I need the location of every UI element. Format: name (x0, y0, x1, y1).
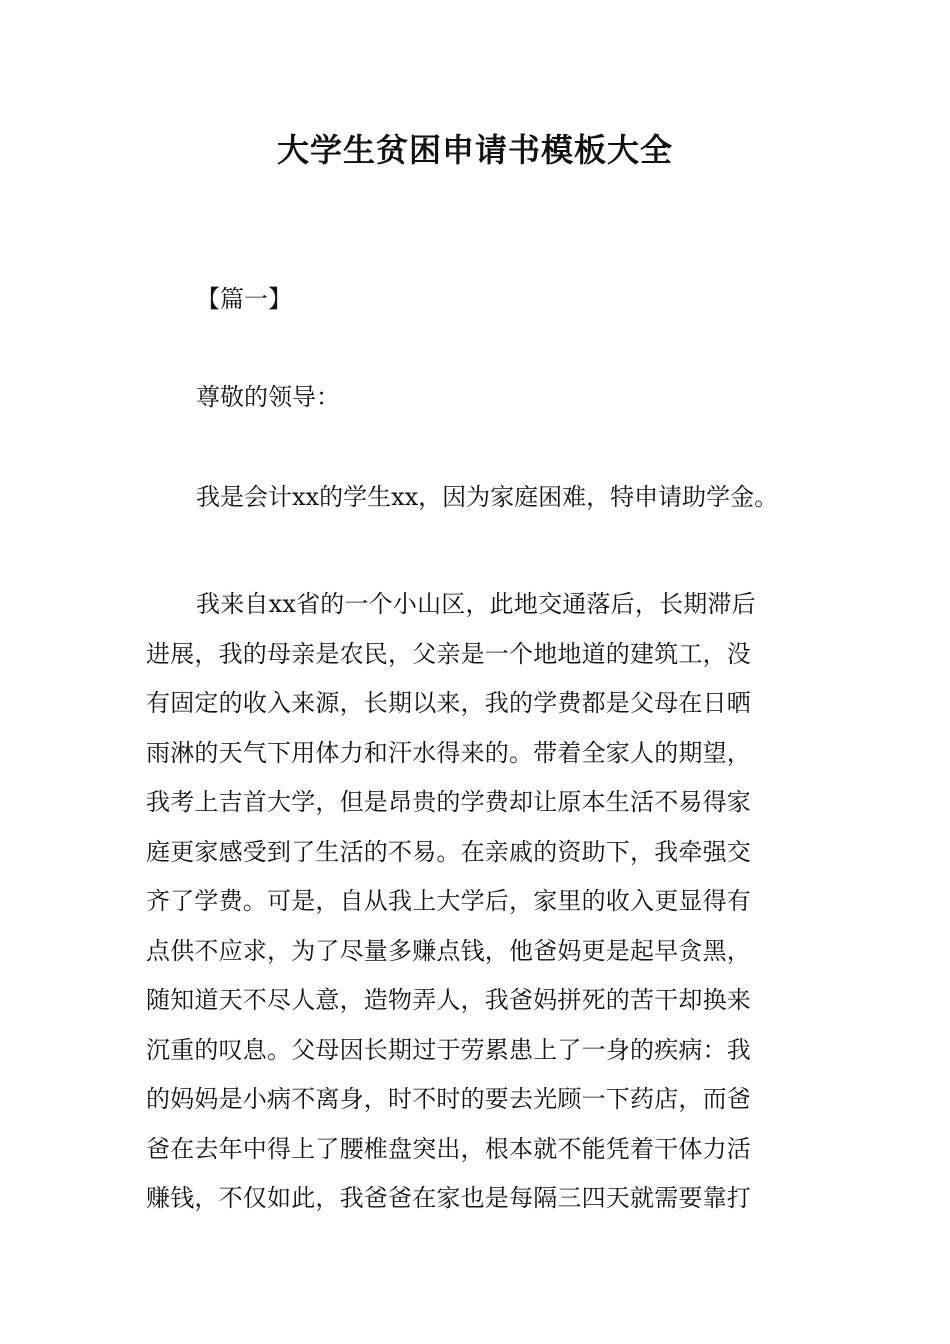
body-line: 有固定的收入来源，长期以来，我的学费都是父母在日晒 (146, 689, 751, 717)
body-line: 随知道天不尽人意，造物弄人，我爸妈拼死的苦干却换来 (146, 986, 751, 1014)
section-heading: 【篇一】 (196, 285, 292, 313)
body-line: 庭更家感受到了生活的不易。在亲戚的资助下，我牵强交 (146, 837, 751, 866)
body-line: 我考上吉首大学，但是昂贵的学费却让原本生活不易得家 (146, 788, 751, 816)
document-title: 大学生贫困申请书模板大全 (276, 131, 673, 169)
body-line: 我来自xx省的一个小山区，此地交通落后，长期滞后 (196, 590, 756, 618)
body-line: 爸在去年中得上了腰椎盘突出，根本就不能凭着干体力活 (146, 1134, 751, 1163)
body-line: 沉重的叹息。父母因长期过于劳累患上了一身的疾病：我 (146, 1035, 751, 1064)
body-line: 的妈妈是小病不离身，时不时的要去光顾一下药店，而爸 (146, 1085, 751, 1113)
body-line: 点供不应求，为了尽量多赚点钱，他爸妈更是起早贪黑， (146, 936, 751, 965)
intro-paragraph: 我是会计xx的学生xx，因为家庭困难，特申请助学金。 (196, 483, 779, 511)
body-line: 赚钱，不仅如此，我爸爸在家也是每隔三四天就需要靠打 (146, 1184, 751, 1212)
body-line: 进展，我的母亲是农民，父亲是一个地地道的建筑工，没 (146, 639, 751, 668)
body-line: 雨淋的天气下用体力和汗水得来的。带着全家人的期望， (146, 738, 751, 767)
salutation: 尊敬的领导： (196, 383, 340, 411)
body-line: 齐了学费。可是，自从我上大学后，家里的收入更显得有 (146, 887, 751, 915)
body-paragraph (146, 580, 826, 1224)
